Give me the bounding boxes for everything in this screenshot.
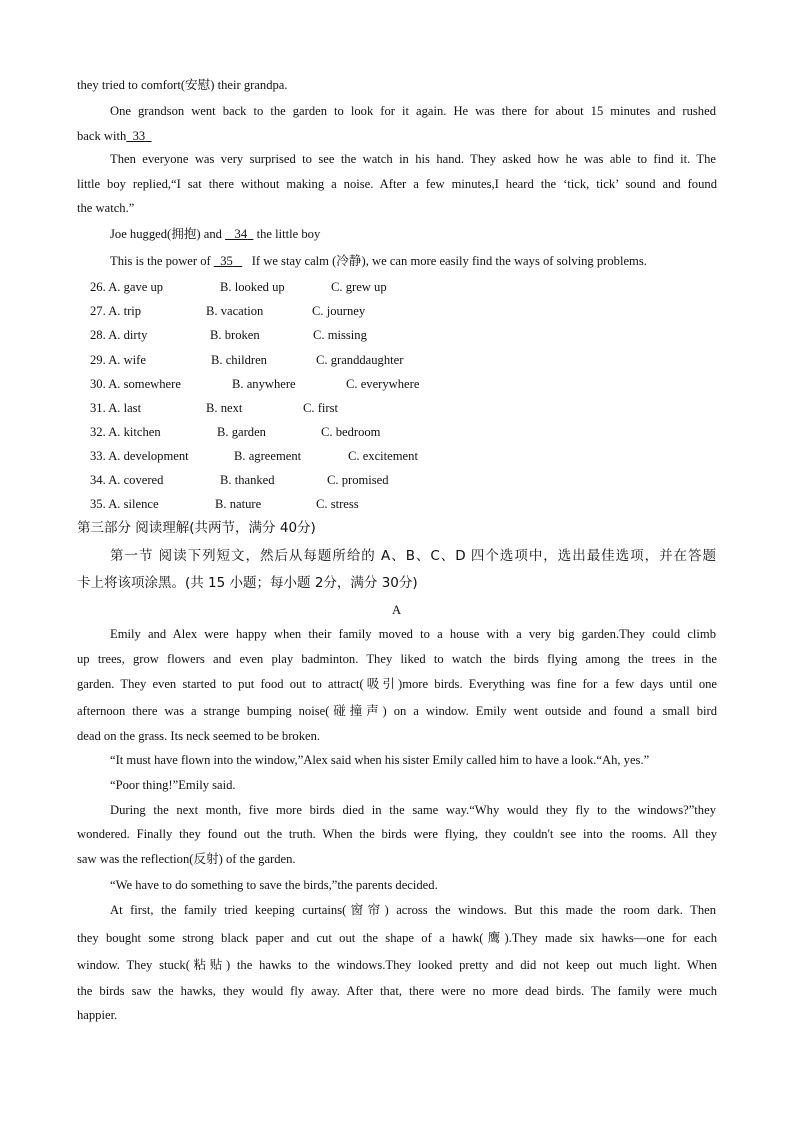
option-c: C. promised: [327, 473, 389, 487]
text-line: afternoon there was a strange bumping noise(碰撞声) on a window. Emily went outside and found a small bird: [77, 704, 717, 718]
text-line: little boy replied,“I sat there without making a noise. After a few minutes,I heard the ‘tick, tick’ sound and found: [77, 177, 717, 191]
option-b: B. next: [206, 401, 243, 415]
text-line: [77, 128, 152, 144]
option-a: 28. A. dirty: [90, 328, 148, 342]
text-line: Then everyone was very surprised to see the watch in his hand. They asked how he was able to find it. The: [110, 152, 716, 166]
text-line: “Poor thing!”Emily said.: [110, 778, 236, 792]
text-line: During the next month, five more birds died in the same way.“Why would they fly to the windows?”they: [110, 803, 716, 817]
text-line: they tried to comfort(安慰) their grandpa.: [77, 78, 288, 92]
passage-letter: A: [391, 603, 402, 617]
text-line: saw was the reflection(反射) of the garden.: [77, 852, 296, 866]
text-line: the watch.”: [77, 201, 135, 215]
option-a: 34. A. covered: [90, 473, 164, 487]
text-line: dead on the grass. Its neck seemed to be broken.: [77, 729, 321, 743]
text-line: “It must have flown into the window,”Alex said when his sister Emily called him to have a look.“Ah, yes.”: [110, 753, 650, 767]
text-line: they bought some strong black paper and cut out the shape of a hawk(鹰).They made six hawks—one for each: [77, 931, 717, 945]
option-c: C. bedroom: [321, 425, 381, 439]
blank-35: [214, 254, 242, 268]
option-b: B. thanked: [220, 473, 275, 487]
option-c: C. journey: [312, 304, 366, 318]
text-line: At first, the family tried keeping curtains(窗帘) across the windows. But this made the room dark. Then: [110, 903, 716, 917]
text-line: happier.: [77, 1008, 118, 1022]
text-fragment: the little boy: [256, 227, 321, 241]
text-line: up trees, grow flowers and even play badminton. They liked to watch the birds flying among the trees in the: [77, 652, 717, 666]
option-a: 29. A. wife: [90, 353, 146, 367]
option-c: C. stress: [316, 497, 359, 511]
option-c: C. excitement: [348, 449, 418, 463]
text-fragment: If we stay calm (冷静), we can more easily find the ways of solving problems.: [251, 254, 647, 268]
option-b: B. garden: [217, 425, 266, 439]
option-b: B. vacation: [206, 304, 264, 318]
text-line: window. They stuck(粘贴) the hawks to the windows.They looked pretty and did not keep out much light. When: [77, 958, 717, 972]
text-fragment: Joe hugged(拥抱) and: [110, 227, 222, 241]
text-line: One grandson went back to the garden to look for it again. He was there for about 15 minutes and rushed: [110, 104, 716, 118]
text-fragment: This is the power of: [110, 254, 211, 268]
text-fragment: back with: [77, 129, 127, 143]
text-line: [110, 226, 320, 242]
option-b: B. broken: [210, 328, 260, 342]
text-line: garden. They even started to put food out to attract(吸引)more birds. Everything was fine for a few days until one: [77, 677, 717, 691]
blank-number: 34: [234, 227, 248, 241]
option-b: B. nature: [215, 497, 262, 511]
section-instruction: 卡上将该项涂黑。(共 15 小题；每小题 2分，满分 30分): [77, 575, 418, 591]
option-c: C. everywhere: [346, 377, 420, 391]
blank-number: 33: [132, 129, 146, 143]
blank-34: [225, 227, 253, 241]
option-c: C. grew up: [331, 280, 387, 294]
option-a: 30. A. somewhere: [90, 377, 181, 391]
section-title: 第三部分 阅读理解(共两节，满分 40分): [77, 520, 316, 536]
option-a: 35. A. silence: [90, 497, 159, 511]
text-line: “We have to do something to save the birds,”the parents decided.: [110, 878, 438, 892]
option-a: 26. A. gave up: [90, 280, 164, 294]
text-line: [110, 253, 647, 269]
text-line: wondered. Finally they found out the truth. When the birds were flying, they couldn't see into the rooms. All they: [77, 827, 717, 841]
option-a: 32. A. kitchen: [90, 425, 161, 439]
blank-33: [126, 129, 151, 143]
text-line: Emily and Alex were happy when their family moved to a house with a very big garden.They could climb: [110, 627, 716, 641]
option-c: C. granddaughter: [316, 353, 404, 367]
option-b: B. looked up: [220, 280, 285, 294]
text-line: the birds saw the hawks, they would fly away. After that, there were no more dead birds. The family were much: [77, 984, 717, 998]
option-a: 27. A. trip: [90, 304, 142, 318]
option-c: C. first: [303, 401, 338, 415]
option-b: B. children: [211, 353, 267, 367]
section-instruction: 第一节 阅读下列短文，然后从每题所给的 A、B、C、D 四个选项中，选出最佳选项，并在答题: [110, 548, 716, 564]
option-a: 33. A. development: [90, 449, 189, 463]
option-b: B. agreement: [234, 449, 302, 463]
option-a: 31. A. last: [90, 401, 142, 415]
option-b: B. anywhere: [232, 377, 296, 391]
option-c: C. missing: [313, 328, 367, 342]
blank-number: 35: [220, 254, 233, 268]
